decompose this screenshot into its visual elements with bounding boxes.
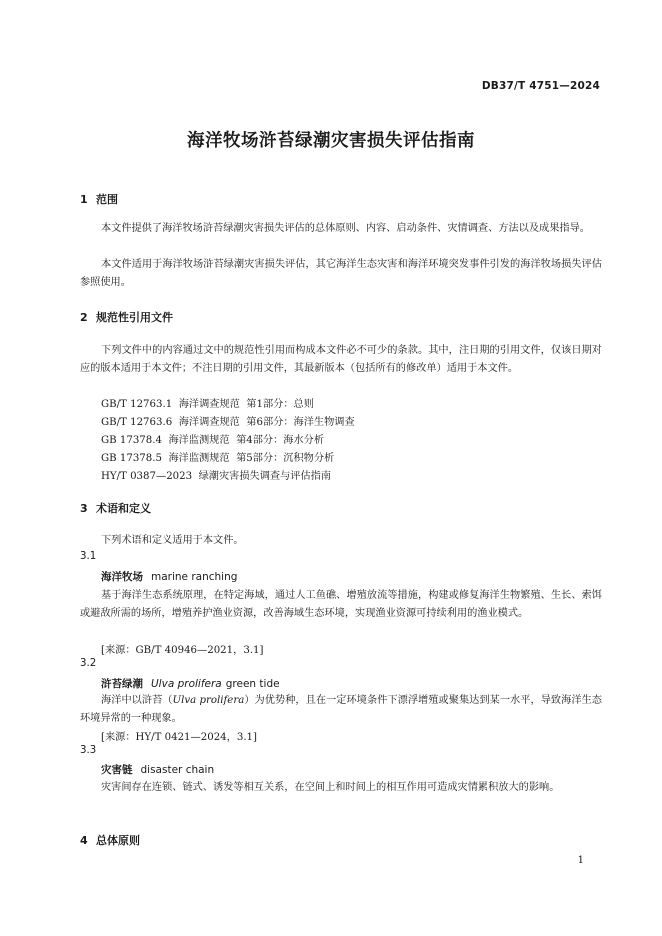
- section-1-heading: [80, 191, 118, 207]
- term-chinese: 浒苔绿潮: [101, 678, 143, 690]
- definition-latin-name: Ulva prolifera: [172, 695, 245, 706]
- section-title: 范围: [96, 193, 118, 206]
- term-source: [来源：HY/T 0421—2024，3.1]: [101, 732, 258, 743]
- section-title: 总体原则: [96, 834, 140, 847]
- definition-text: 海洋中以浒苔（: [101, 695, 173, 706]
- term-english: marine ranching: [151, 571, 238, 583]
- term-latin-name: Ulva prolifera: [151, 678, 222, 690]
- reference-item: GB/T 12763.6 海洋调查规范 第6部分：海洋生物调查: [101, 417, 355, 428]
- term-heading: [101, 762, 214, 777]
- term-chinese: 灾害链: [101, 764, 133, 776]
- term-number: 3.3: [80, 745, 97, 756]
- section-4-heading: [80, 832, 140, 848]
- section-title: 规范性引用文件: [96, 311, 173, 324]
- section-2-heading: [80, 309, 173, 325]
- term-heading: [101, 569, 237, 584]
- section-2-paragraph: 下列文件中的内容通过文中的规范性引用而构成本文件必不可少的条款。其中，注日期的引用文件，仅该日期对应的版本适用于本文件；不注日期的引用文件，其最新版本（包括所有的修改单）适用于本文件。: [80, 345, 602, 374]
- section-number: 3: [80, 502, 88, 515]
- section-3-heading: [80, 500, 151, 516]
- page-title: 海洋牧场浒苔绿潮灾害损失评估指南: [187, 131, 475, 151]
- term-english: disaster chain: [140, 764, 215, 776]
- term-number: 3.1: [80, 551, 97, 562]
- term-heading: [101, 676, 280, 691]
- section-number: 2: [80, 311, 88, 324]
- term-english: green tide: [225, 678, 280, 690]
- document-code: DB37/T 4751—2024: [481, 80, 600, 92]
- term-definition: [80, 692, 602, 728]
- section-1-paragraph-1: 本文件提供了海洋牧场浒苔绿潮灾害损失评估的总体原则、内容、启动条件、灾情调查、方法以及成果指导。: [101, 223, 590, 234]
- section-number: 1: [80, 193, 88, 206]
- reference-item: GB 17378.4 海洋监测规范 第4部分：海水分析: [101, 435, 325, 446]
- term-chinese: 海洋牧场: [101, 571, 143, 583]
- reference-item: HY/T 0387—2023 绿潮灾害损失调查与评估指南: [101, 471, 332, 482]
- term-definition: 基于海洋生态系统原理，在特定海域，通过人工鱼礁、增殖放流等措施，构建或修复海洋生物繁殖、生长、索饵或避敌所需的场所，增殖养护渔业资源，改善海域生态环境，实现渔业资源可持续利用的渔业模式。: [80, 590, 602, 619]
- reference-item: GB/T 12763.1 海洋调查规范 第1部分：总则: [101, 399, 314, 410]
- section-number: 4: [80, 834, 88, 847]
- page-number: 1: [577, 855, 584, 866]
- section-title: 术语和定义: [96, 502, 151, 515]
- definition-text: ）为优势种，且在一定环境条件下漂浮增殖或聚集达到某一水平，导致海洋生态环境异常的一种现象。: [80, 695, 602, 724]
- term-number: 3.2: [80, 658, 97, 669]
- section-1-paragraph-2: 本文件适用于海洋牧场浒苔绿潮灾害损失评估，其它海洋生态灾害和海洋环境突发事件引发的海洋牧场损失评估参照使用。: [80, 259, 602, 288]
- term-source: [来源：GB/T 40946—2021，3.1]: [101, 645, 264, 656]
- reference-item: GB 17378.5 海洋监测规范 第5部分：沉积物分析: [101, 453, 335, 464]
- term-definition: 灾害间存在连锁、链式、诱发等相互关系，在空间上和时间上的相互作用可造成灾情累积放大的影响。: [101, 782, 560, 793]
- section-3-intro: 下列术语和定义适用于本文件。: [101, 535, 244, 546]
